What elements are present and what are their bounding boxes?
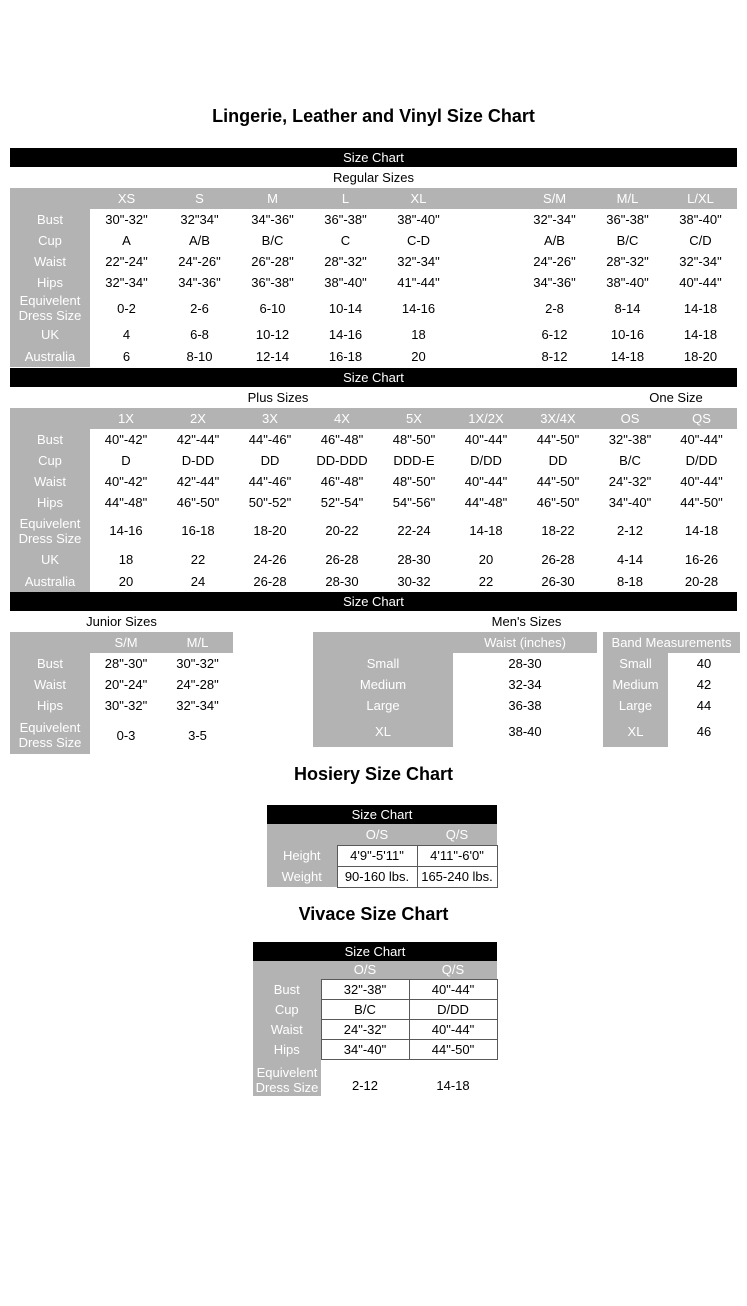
table-cell: D-DD: [162, 450, 234, 471]
table-cell: 40"-44": [450, 471, 522, 492]
row-label: Cup: [10, 230, 90, 251]
table-cell: 2-12: [321, 1060, 409, 1096]
table-cell: 36"-38": [591, 209, 664, 230]
column-header: L: [309, 188, 382, 209]
table-cell: 50"-52": [234, 492, 306, 513]
column-header: XS: [90, 188, 163, 209]
column-header: XL: [382, 188, 455, 209]
table-cell: [455, 230, 518, 251]
table-cell: 18: [90, 548, 162, 570]
table-cell: 32"-38": [594, 429, 666, 450]
table-cell: 26-30: [522, 570, 594, 592]
header-row: [253, 961, 497, 980]
table-cell: 40"-44": [664, 272, 737, 293]
table-cell: B/C: [594, 450, 666, 471]
column-header: [10, 632, 90, 653]
table-cell: C-D: [382, 230, 455, 251]
table-cell: 20-22: [306, 513, 378, 548]
table-cell: 20"-24": [90, 674, 162, 695]
table-cell: 40"-42": [90, 429, 162, 450]
table-row: [10, 716, 233, 754]
hosiery-chart-title: Hosiery Size Chart: [293, 764, 454, 784]
row-label: Equivelent Dress Size: [10, 716, 90, 754]
size-chart-bar: Size Chart: [10, 368, 737, 387]
row-label: Hips: [10, 492, 90, 513]
table-row: [10, 251, 737, 272]
vivace-chart-title: Vivace Size Chart: [298, 903, 449, 924]
table-cell: 10-12: [236, 323, 309, 346]
table-cell: 30-32: [378, 570, 450, 592]
table-cell: 32"-34": [518, 209, 591, 230]
table-cell: 14-16: [90, 513, 162, 548]
table-cell: 6-8: [163, 323, 236, 346]
table-row: [10, 450, 737, 471]
junior-sizes-label: Junior Sizes: [86, 614, 157, 629]
table-cell: 14-18: [591, 346, 664, 367]
table-cell: B/C: [591, 230, 664, 251]
table-cell: 40"-44": [666, 429, 737, 450]
table-row: [603, 653, 740, 674]
table-cell: 18-22: [522, 513, 594, 548]
plus-sizes-section: [10, 368, 737, 592]
size-chart-bar: Size Chart: [267, 805, 497, 824]
table-row: [10, 209, 737, 230]
table-row: [603, 716, 740, 747]
table-cell: 38"-40": [591, 272, 664, 293]
table-row: [267, 845, 497, 866]
table-cell: 46"-50": [522, 492, 594, 513]
header-row: [10, 408, 737, 429]
row-label: Medium: [603, 674, 668, 695]
column-header: [10, 408, 90, 429]
table-row: [10, 674, 233, 695]
table-cell: 36-38: [453, 695, 597, 716]
table-cell: 34"-36": [236, 209, 309, 230]
table-cell: 28-30: [306, 570, 378, 592]
column-header: [253, 961, 321, 980]
table-cell: 32"-38": [321, 980, 409, 1000]
table-cell: [455, 251, 518, 272]
column-header: M: [236, 188, 309, 209]
page-title: Lingerie, Leather and Vinyl Size Chart: [212, 106, 535, 126]
table-cell: 24"-26": [518, 251, 591, 272]
column-header: O/S: [321, 961, 409, 980]
table-cell: [455, 293, 518, 323]
table-cell: 32-34: [453, 674, 597, 695]
table-cell: 16-18: [162, 513, 234, 548]
table-row: [253, 1040, 497, 1060]
table-cell: 46"-50": [162, 492, 234, 513]
table-cell: 4'9"-5'11": [337, 845, 417, 866]
table-row: [10, 695, 233, 716]
plus-sizes-label: Plus Sizes: [247, 390, 309, 405]
table-cell: DD-DDD: [306, 450, 378, 471]
table-cell: 2-6: [163, 293, 236, 323]
table-row: [10, 570, 737, 592]
table-cell: 14-16: [382, 293, 455, 323]
row-label: UK: [10, 323, 90, 346]
row-label: Hips: [253, 1040, 321, 1060]
table-cell: 2-12: [594, 513, 666, 548]
vivace-chart-section: [253, 942, 497, 1096]
size-chart-page: [0, 106, 747, 1096]
column-header: 4X: [306, 408, 378, 429]
table-row: [313, 695, 597, 716]
table-cell: 32"-34": [382, 251, 455, 272]
table-cell: 24"-32": [594, 471, 666, 492]
table-cell: 46: [668, 716, 740, 747]
column-header: 5X: [378, 408, 450, 429]
table-cell: 44"-46": [234, 429, 306, 450]
table-cell: 48"-50": [378, 471, 450, 492]
regular-sizes-label: Regular Sizes: [333, 170, 414, 185]
table-row: [313, 653, 597, 674]
table-cell: 40"-44": [666, 471, 737, 492]
table-cell: 16-26: [666, 548, 737, 570]
header-row: [267, 824, 497, 845]
size-chart-bar: Size Chart: [10, 148, 737, 167]
table-row: [10, 272, 737, 293]
table-cell: 8-14: [591, 293, 664, 323]
header-row: [10, 632, 233, 653]
row-label: Equivelent Dress Size: [253, 1060, 321, 1096]
table-cell: 28"-30": [90, 653, 162, 674]
column-header: S/M: [90, 632, 162, 653]
table-row: [10, 346, 737, 367]
column-header: M/L: [162, 632, 233, 653]
table-cell: 20: [382, 346, 455, 367]
table-cell: C: [309, 230, 382, 251]
row-label: Small: [603, 653, 668, 674]
table-cell: 14-18: [664, 293, 737, 323]
table-row: [313, 674, 597, 695]
table-cell: 14-18: [664, 323, 737, 346]
table-cell: 10-16: [591, 323, 664, 346]
table-cell: 41"-44": [382, 272, 455, 293]
column-header: QS: [666, 408, 737, 429]
table-cell: 22: [162, 548, 234, 570]
table-cell: 32"34": [163, 209, 236, 230]
table-cell: 24"-26": [163, 251, 236, 272]
table-cell: 28"-32": [591, 251, 664, 272]
table-cell: 44"-46": [234, 471, 306, 492]
table-cell: 22-24: [378, 513, 450, 548]
table-cell: 38-40: [453, 716, 597, 747]
table-row: [603, 674, 740, 695]
table-cell: D/DD: [666, 450, 737, 471]
table-cell: 38"-40": [664, 209, 737, 230]
table-cell: 36"-38": [309, 209, 382, 230]
table-cell: 40"-44": [409, 1020, 497, 1040]
row-label: Cup: [10, 450, 90, 471]
row-label: UK: [10, 548, 90, 570]
table-cell: 26-28: [522, 548, 594, 570]
table-cell: 26"-28": [236, 251, 309, 272]
row-label: Equivelent Dress Size: [10, 293, 90, 323]
table-cell: 14-16: [309, 323, 382, 346]
table-cell: 40"-42": [90, 471, 162, 492]
table-cell: 24: [162, 570, 234, 592]
row-label: Large: [313, 695, 453, 716]
table-cell: 18-20: [664, 346, 737, 367]
column-header: [267, 824, 337, 845]
table-cell: 42"-44": [162, 429, 234, 450]
row-label: Waist: [10, 674, 90, 695]
row-label: Bust: [253, 980, 321, 1000]
table-cell: [455, 209, 518, 230]
column-header: 2X: [162, 408, 234, 429]
column-header: Q/S: [409, 961, 497, 980]
table-cell: 40"-44": [409, 980, 497, 1000]
table-cell: 2-8: [518, 293, 591, 323]
table-cell: 40: [668, 653, 740, 674]
table-cell: DD: [234, 450, 306, 471]
row-label: XL: [313, 716, 453, 747]
column-header: 1X: [90, 408, 162, 429]
table-cell: 6-12: [518, 323, 591, 346]
table-row: [253, 1020, 497, 1040]
regular-sizes-table: [10, 188, 737, 367]
hosiery-table: [267, 824, 498, 888]
table-cell: A/B: [163, 230, 236, 251]
table-cell: 4: [90, 323, 163, 346]
table-cell: 34"-40": [321, 1040, 409, 1060]
table-cell: 20-28: [666, 570, 737, 592]
table-cell: 20: [450, 548, 522, 570]
table-cell: A: [90, 230, 163, 251]
mens-band-table: [603, 632, 740, 747]
table-cell: 46"-48": [306, 429, 378, 450]
table-row: [10, 429, 737, 450]
table-cell: 8-12: [518, 346, 591, 367]
table-cell: 10-14: [309, 293, 382, 323]
row-label: Hips: [10, 695, 90, 716]
table-cell: 26-28: [234, 570, 306, 592]
table-cell: 14-18: [450, 513, 522, 548]
column-header: S/M: [518, 188, 591, 209]
table-cell: 16-18: [309, 346, 382, 367]
table-cell: A/B: [518, 230, 591, 251]
table-cell: 28-30: [453, 653, 597, 674]
table-cell: 44"-50": [522, 429, 594, 450]
row-label: Small: [313, 653, 453, 674]
column-header: Waist (inches): [453, 632, 597, 653]
table-cell: 42"-44": [162, 471, 234, 492]
row-label: Bust: [10, 209, 90, 230]
table-row: [10, 653, 233, 674]
table-cell: 20: [90, 570, 162, 592]
size-chart-bar: Size Chart: [253, 942, 497, 961]
table-cell: 46"-48": [306, 471, 378, 492]
table-cell: 52"-54": [306, 492, 378, 513]
table-cell: 44: [668, 695, 740, 716]
table-cell: 24"-28": [162, 674, 233, 695]
table-cell: 28"-32": [309, 251, 382, 272]
table-row: [10, 323, 737, 346]
table-cell: 32"-34": [664, 251, 737, 272]
row-label: Bust: [10, 429, 90, 450]
table-row: [10, 492, 737, 513]
one-size-label: One Size: [649, 390, 703, 405]
row-label: Large: [603, 695, 668, 716]
table-cell: 4-14: [594, 548, 666, 570]
plus-sizes-table: [10, 408, 737, 592]
table-row: [253, 1060, 497, 1096]
junior-sizes-table: [10, 632, 233, 754]
junior-mens-titles: [0, 611, 747, 632]
row-label: Waist: [253, 1020, 321, 1040]
table-cell: 36"-38": [236, 272, 309, 293]
table-cell: 18-20: [234, 513, 306, 548]
vivace-table: [253, 961, 498, 1096]
row-label: Australia: [10, 570, 90, 592]
table-cell: 38"-40": [309, 272, 382, 293]
table-cell: [455, 323, 518, 346]
table-cell: 22: [450, 570, 522, 592]
table-cell: 30"-32": [90, 695, 162, 716]
table-cell: C/D: [664, 230, 737, 251]
row-label: Weight: [267, 866, 337, 887]
row-label: Equivelent Dress Size: [10, 513, 90, 548]
row-label: Cup: [253, 1000, 321, 1020]
column-header: Band Measurements: [603, 632, 740, 653]
table-cell: 4'11"-6'0": [417, 845, 497, 866]
table-cell: 8-10: [163, 346, 236, 367]
header-row: [10, 188, 737, 209]
table-cell: 34"-36": [518, 272, 591, 293]
table-cell: 40"-44": [450, 429, 522, 450]
table-cell: 42: [668, 674, 740, 695]
column-header: O/S: [337, 824, 417, 845]
table-cell: 26-28: [306, 548, 378, 570]
table-cell: 12-14: [236, 346, 309, 367]
table-cell: 0-2: [90, 293, 163, 323]
table-cell: B/C: [236, 230, 309, 251]
table-row: [603, 695, 740, 716]
table-cell: 44"-50": [409, 1040, 497, 1060]
table-cell: 32"-34": [90, 272, 163, 293]
size-chart-bar: Size Chart: [10, 592, 737, 611]
table-cell: 44"-48": [90, 492, 162, 513]
row-label: Waist: [10, 471, 90, 492]
table-cell: DD: [522, 450, 594, 471]
column-header: [313, 632, 453, 653]
table-row: [313, 716, 597, 747]
table-cell: 38"-40": [382, 209, 455, 230]
row-label: Waist: [10, 251, 90, 272]
row-label: Bust: [10, 653, 90, 674]
table-row: [253, 1000, 497, 1020]
table-cell: D: [90, 450, 162, 471]
header-row: [313, 632, 597, 653]
table-row: [10, 548, 737, 570]
table-cell: 54"-56": [378, 492, 450, 513]
regular-sizes-section: [10, 148, 737, 367]
table-cell: 6-10: [236, 293, 309, 323]
column-header: 1X/2X: [450, 408, 522, 429]
table-cell: 6: [90, 346, 163, 367]
table-cell: 44"-48": [450, 492, 522, 513]
table-cell: 90-160 lbs.: [337, 866, 417, 887]
table-cell: 30"-32": [90, 209, 163, 230]
table-row: [10, 293, 737, 323]
mens-sizes-tables: [313, 632, 740, 747]
table-cell: 48"-50": [378, 429, 450, 450]
table-cell: 34"-40": [594, 492, 666, 513]
table-cell: 44"-50": [666, 492, 737, 513]
table-cell: 18: [382, 323, 455, 346]
junior-mens-tables: [10, 632, 747, 754]
header-row: [603, 632, 740, 653]
column-header: S: [163, 188, 236, 209]
table-cell: DDD-E: [378, 450, 450, 471]
table-row: [253, 980, 497, 1000]
table-cell: 0-3: [90, 716, 162, 754]
table-cell: 165-240 lbs.: [417, 866, 497, 887]
column-header: L/XL: [664, 188, 737, 209]
table-cell: 28-30: [378, 548, 450, 570]
column-header: Q/S: [417, 824, 497, 845]
row-label: XL: [603, 716, 668, 747]
row-label: Medium: [313, 674, 453, 695]
table-cell: 14-18: [409, 1060, 497, 1096]
table-cell: D/DD: [409, 1000, 497, 1020]
column-header: M/L: [591, 188, 664, 209]
table-cell: 44"-50": [522, 471, 594, 492]
mens-waist-table: [313, 632, 597, 747]
table-row: [10, 471, 737, 492]
table-cell: 24-26: [234, 548, 306, 570]
plus-sizes-subhead: [10, 387, 737, 408]
row-label: Australia: [10, 346, 90, 367]
table-cell: 14-18: [666, 513, 737, 548]
table-cell: [455, 272, 518, 293]
table-cell: 22"-24": [90, 251, 163, 272]
table-cell: 30"-32": [162, 653, 233, 674]
row-label: Height: [267, 845, 337, 866]
column-header: [10, 188, 90, 209]
table-cell: [455, 346, 518, 367]
table-cell: 34"-36": [163, 272, 236, 293]
table-cell: 8-18: [594, 570, 666, 592]
table-cell: 24"-32": [321, 1020, 409, 1040]
table-cell: 32"-34": [162, 695, 233, 716]
junior-mens-section: [10, 592, 737, 611]
column-header: 3X/4X: [522, 408, 594, 429]
column-header: OS: [594, 408, 666, 429]
column-header: [455, 188, 518, 209]
table-cell: 3-5: [162, 716, 233, 754]
table-row: [267, 866, 497, 887]
mens-sizes-label: Men's Sizes: [491, 614, 562, 629]
column-header: 3X: [234, 408, 306, 429]
hosiery-chart-section: [267, 805, 497, 888]
table-row: [10, 513, 737, 548]
table-cell: B/C: [321, 1000, 409, 1020]
table-cell: D/DD: [450, 450, 522, 471]
row-label: Hips: [10, 272, 90, 293]
table-row: [10, 230, 737, 251]
